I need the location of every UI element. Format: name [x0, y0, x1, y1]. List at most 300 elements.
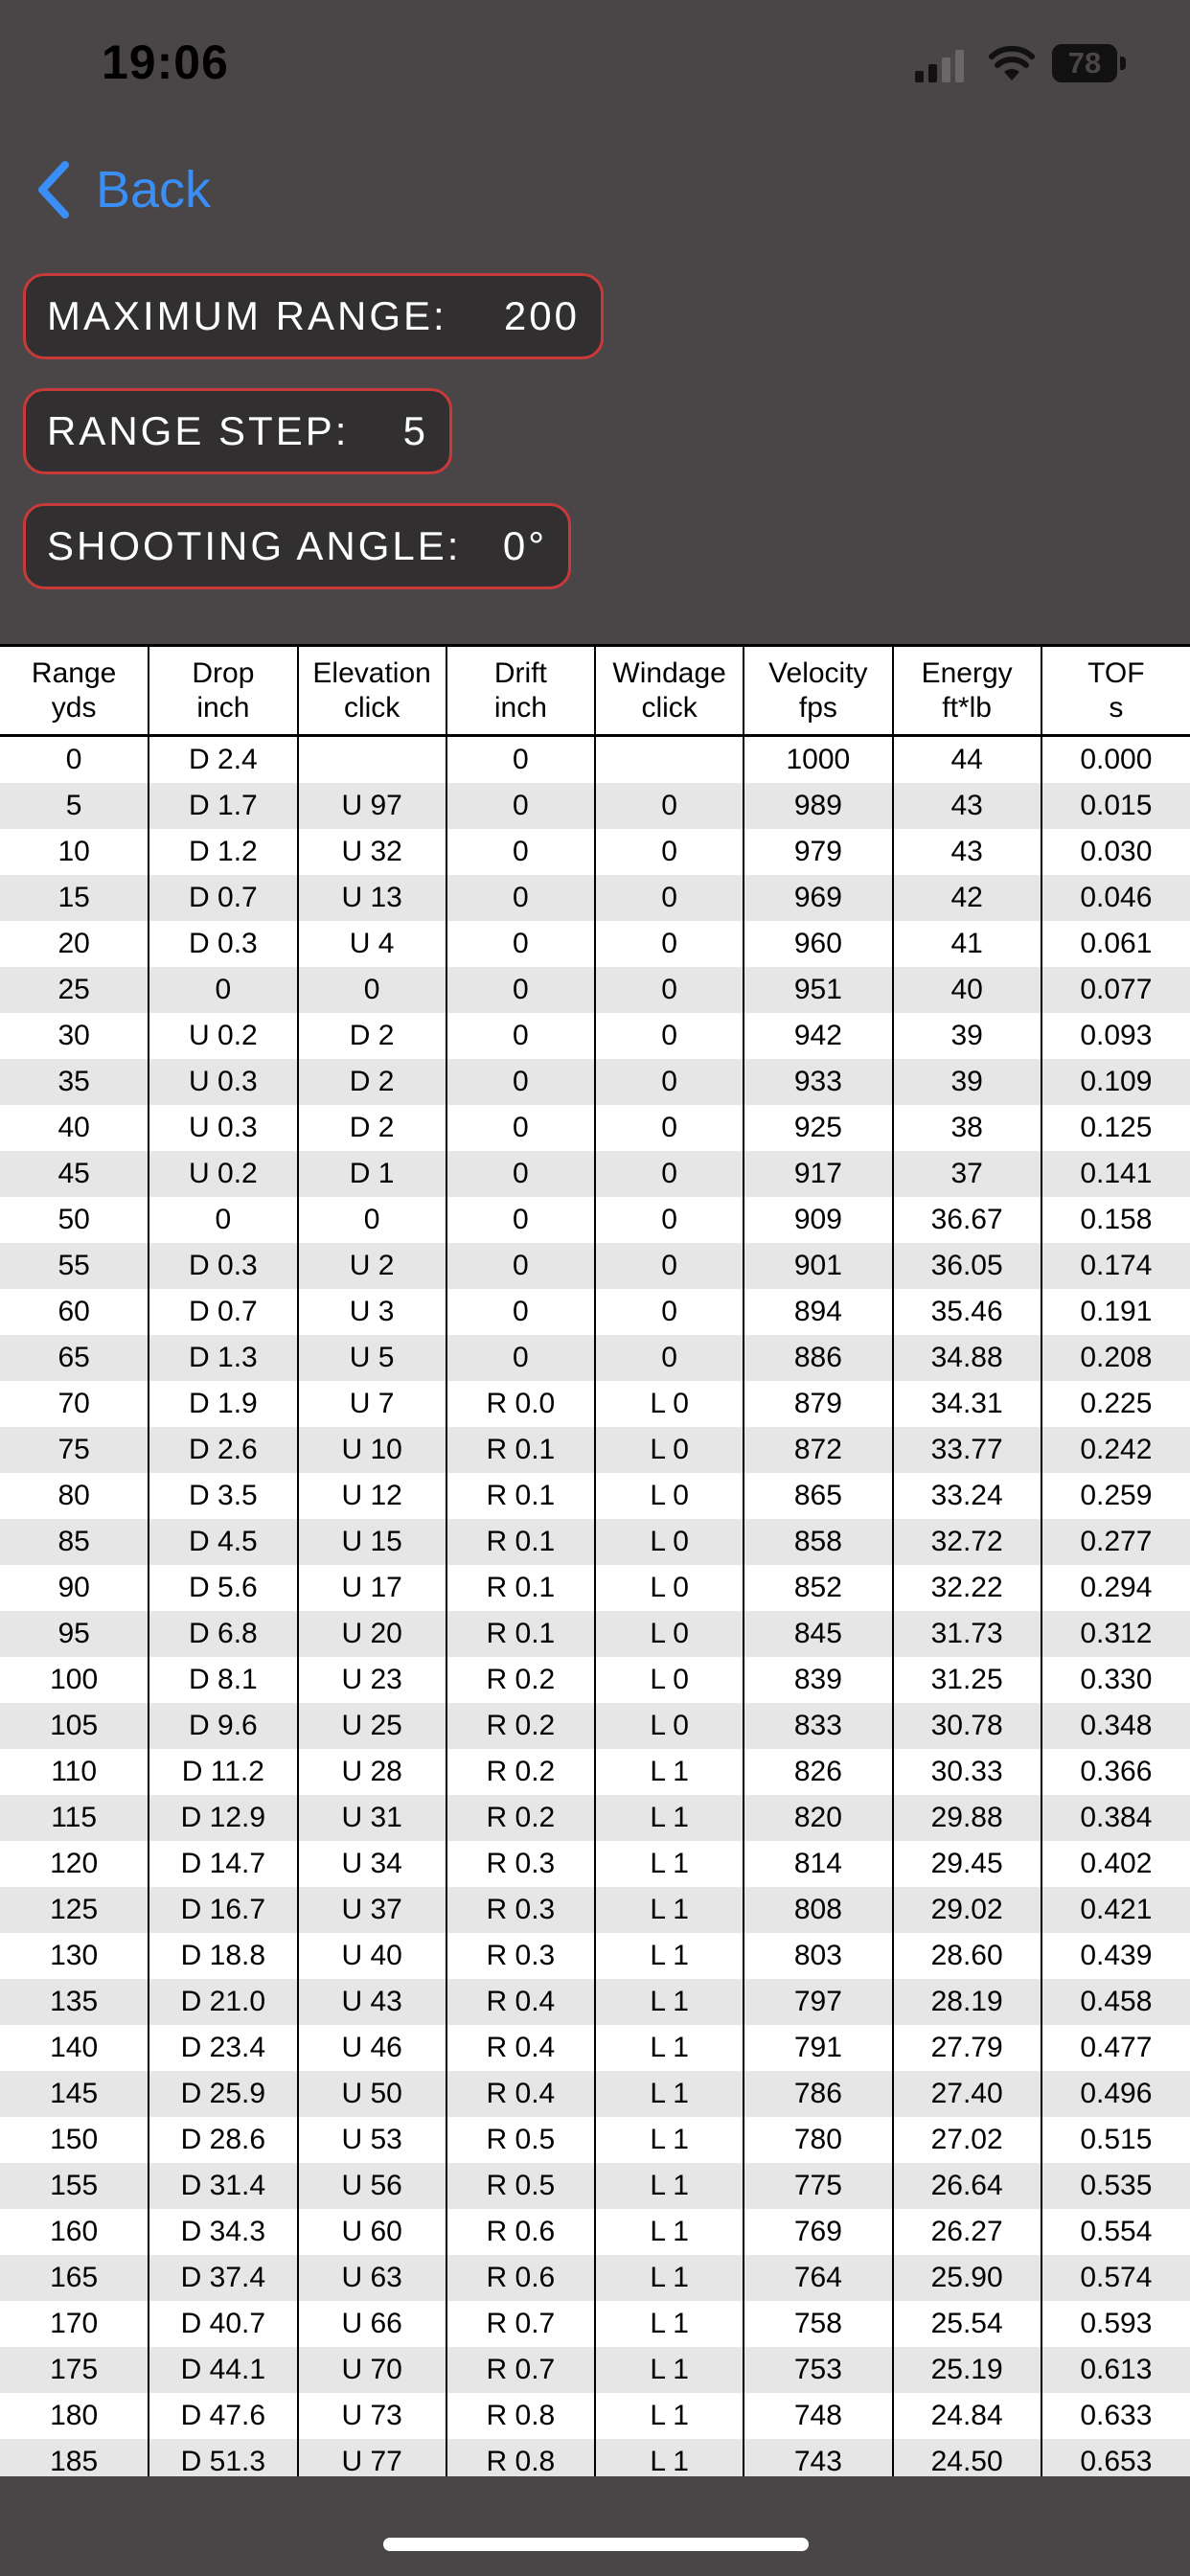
table-cell: 27.79 [893, 2025, 1041, 2071]
table-cell: U 5 [298, 1335, 446, 1381]
table-cell: L 0 [595, 1519, 744, 1565]
table-cell: 0 [446, 1151, 595, 1197]
table-cell: 0 [595, 967, 744, 1013]
table-cell: D 1 [298, 1151, 446, 1197]
table-cell: 31.73 [893, 1611, 1041, 1657]
maximum-range-label: MAXIMUM RANGE: [47, 293, 447, 338]
table-cell: U 53 [298, 2117, 446, 2163]
table-cell: 0.208 [1041, 1335, 1190, 1381]
table-cell: D 31.4 [149, 2163, 297, 2209]
table-cell: 75 [0, 1427, 149, 1473]
table-row [0, 1243, 1190, 1289]
table-cell: D 25.9 [149, 2071, 297, 2117]
table-cell: 894 [744, 1289, 892, 1335]
table-cell: 0 [595, 1059, 744, 1105]
table-cell: R 0.1 [446, 1519, 595, 1565]
table-cell: 115 [0, 1795, 149, 1841]
table-row [0, 1427, 1190, 1473]
table-cell: R 0.2 [446, 1657, 595, 1703]
table-cell: 0.348 [1041, 1703, 1190, 1749]
table-cell: U 7 [298, 1381, 446, 1427]
table-row [0, 1795, 1190, 1841]
column-header [446, 646, 595, 736]
table-cell: 39 [893, 1059, 1041, 1105]
table-cell: U 73 [298, 2393, 446, 2439]
table-cell: R 0.2 [446, 1795, 595, 1841]
table-cell: 0 [595, 1243, 744, 1289]
table-cell: 803 [744, 1933, 892, 1979]
table-cell: R 0.7 [446, 2347, 595, 2393]
table-cell: R 0.1 [446, 1473, 595, 1519]
table-cell: 43 [893, 783, 1041, 829]
table-cell: 769 [744, 2209, 892, 2255]
table-cell: 33.24 [893, 1473, 1041, 1519]
table-cell: R 0.5 [446, 2163, 595, 2209]
range-step-setting[interactable] [23, 388, 452, 474]
table-cell: 969 [744, 875, 892, 921]
table-cell: L 0 [595, 1657, 744, 1703]
table-cell: D 2 [298, 1059, 446, 1105]
table-cell: 0.125 [1041, 1105, 1190, 1151]
table-cell: 786 [744, 2071, 892, 2117]
table-cell: R 0.4 [446, 2071, 595, 2117]
range-step-label: RANGE STEP: [47, 408, 350, 453]
ballistic-table-container[interactable] [0, 644, 1190, 2476]
shooting-angle-value: 0° [502, 523, 547, 568]
table-cell [298, 736, 446, 784]
table-cell: 0 [149, 967, 297, 1013]
table-cell: 26.64 [893, 2163, 1041, 2209]
table-cell: D 1.2 [149, 829, 297, 875]
status-bar [0, 0, 1190, 129]
table-cell: 29.88 [893, 1795, 1041, 1841]
table-cell: R 0.1 [446, 1427, 595, 1473]
cellular-signal-icon [915, 50, 965, 82]
table-cell: L 0 [595, 1381, 744, 1427]
shooting-angle-label: SHOOTING ANGLE: [47, 523, 462, 568]
table-cell: 35 [0, 1059, 149, 1105]
table-cell: 0.366 [1041, 1749, 1190, 1795]
table-cell: L 1 [595, 2209, 744, 2255]
table-cell: L 1 [595, 2393, 744, 2439]
ballistic-table [0, 644, 1190, 2476]
table-cell: D 3.5 [149, 1473, 297, 1519]
column-header-unit: fps [798, 691, 837, 724]
table-cell: 0.421 [1041, 1887, 1190, 1933]
table-cell: 30.33 [893, 1749, 1041, 1795]
table-row [0, 1657, 1190, 1703]
column-header-title: Windage [612, 656, 726, 689]
table-cell: 852 [744, 1565, 892, 1611]
table-cell: D 12.9 [149, 1795, 297, 1841]
table-cell: 0.496 [1041, 2071, 1190, 2117]
table-cell: L 1 [595, 2347, 744, 2393]
table-cell: L 1 [595, 2255, 744, 2301]
table-cell: 25.54 [893, 2301, 1041, 2347]
table-cell: 775 [744, 2163, 892, 2209]
table-cell: 24.50 [893, 2439, 1041, 2476]
column-header [149, 646, 297, 736]
table-cell: 0 [595, 1151, 744, 1197]
table-cell: 791 [744, 2025, 892, 2071]
table-cell: 0.613 [1041, 2347, 1190, 2393]
table-cell: 758 [744, 2301, 892, 2347]
table-cell: 0.046 [1041, 875, 1190, 921]
table-cell: 42 [893, 875, 1041, 921]
table-cell: 34.31 [893, 1381, 1041, 1427]
table-cell: 0.554 [1041, 2209, 1190, 2255]
table-row [0, 2025, 1190, 2071]
table-cell: 0.015 [1041, 783, 1190, 829]
table-cell: 0.535 [1041, 2163, 1190, 2209]
table-cell: R 0.6 [446, 2255, 595, 2301]
table-cell: U 0.2 [149, 1013, 297, 1059]
chevron-left-icon [34, 159, 73, 220]
table-cell: D 21.0 [149, 1979, 297, 2025]
column-header-unit: ft*lb [942, 691, 992, 724]
table-cell: U 12 [298, 1473, 446, 1519]
table-cell: 872 [744, 1427, 892, 1473]
table-cell: 44 [893, 736, 1041, 784]
table-cell: 833 [744, 1703, 892, 1749]
table-cell: 155 [0, 2163, 149, 2209]
table-cell: 45 [0, 1151, 149, 1197]
table-cell: 0 [446, 1243, 595, 1289]
table-cell: U 20 [298, 1611, 446, 1657]
table-row [0, 1933, 1190, 1979]
table-cell: U 23 [298, 1657, 446, 1703]
table-row [0, 783, 1190, 829]
table-cell: 160 [0, 2209, 149, 2255]
table-cell: 960 [744, 921, 892, 967]
battery-level: 78 [1067, 46, 1102, 80]
table-cell: 37 [893, 1151, 1041, 1197]
table-cell: 845 [744, 1611, 892, 1657]
table-cell: L 0 [595, 1703, 744, 1749]
table-row [0, 1289, 1190, 1335]
table-row [0, 736, 1190, 784]
table-cell: R 0.5 [446, 2117, 595, 2163]
table-cell: R 0.1 [446, 1611, 595, 1657]
table-cell: 865 [744, 1473, 892, 1519]
table-cell: D 2 [298, 1105, 446, 1151]
table-cell: L 1 [595, 1795, 744, 1841]
maximum-range-value: 200 [503, 293, 580, 338]
table-row [0, 2393, 1190, 2439]
table-row [0, 1703, 1190, 1749]
table-cell: 31.25 [893, 1657, 1041, 1703]
table-cell: 0.477 [1041, 2025, 1190, 2071]
table-cell: 0 [446, 1013, 595, 1059]
table-cell: 0.000 [1041, 736, 1190, 784]
table-cell: D 47.6 [149, 2393, 297, 2439]
table-cell: 979 [744, 829, 892, 875]
table-cell: L 1 [595, 2301, 744, 2347]
column-header [298, 646, 446, 736]
table-cell: 858 [744, 1519, 892, 1565]
table-cell: 0.515 [1041, 2117, 1190, 2163]
table-cell: U 3 [298, 1289, 446, 1335]
table-cell: 95 [0, 1611, 149, 1657]
table-cell: 135 [0, 1979, 149, 2025]
table-cell: U 15 [298, 1519, 446, 1565]
table-cell: D 0.7 [149, 1289, 297, 1335]
table-cell: U 37 [298, 1887, 446, 1933]
table-cell: R 0.3 [446, 1887, 595, 1933]
table-cell: 38 [893, 1105, 1041, 1151]
table-cell: D 18.8 [149, 1933, 297, 1979]
table-row [0, 921, 1190, 967]
table-cell: D 8.1 [149, 1657, 297, 1703]
table-cell: 90 [0, 1565, 149, 1611]
table-cell: U 63 [298, 2255, 446, 2301]
table-row [0, 1059, 1190, 1105]
table-cell: R 0.2 [446, 1703, 595, 1749]
table-cell: 30.78 [893, 1703, 1041, 1749]
table-cell: D 2.6 [149, 1427, 297, 1473]
table-cell: 55 [0, 1243, 149, 1289]
table-cell: R 0.0 [446, 1381, 595, 1427]
table-cell: 28.19 [893, 1979, 1041, 2025]
table-cell: 0 [446, 829, 595, 875]
table-cell: 989 [744, 783, 892, 829]
table-cell: 150 [0, 2117, 149, 2163]
table-cell: 0.158 [1041, 1197, 1190, 1243]
table-body [0, 736, 1190, 2477]
table-cell: L 1 [595, 1933, 744, 1979]
table-cell: 25.90 [893, 2255, 1041, 2301]
table-cell: D 0.3 [149, 1243, 297, 1289]
table-cell: U 43 [298, 1979, 446, 2025]
table-cell: 0 [446, 1105, 595, 1151]
column-header-unit: click [343, 691, 400, 724]
table-cell: U 60 [298, 2209, 446, 2255]
table-row [0, 1151, 1190, 1197]
table-cell: L 1 [595, 2071, 744, 2117]
column-header-unit: click [641, 691, 698, 724]
table-cell: 808 [744, 1887, 892, 1933]
table-cell: L 1 [595, 2117, 744, 2163]
table-cell: 780 [744, 2117, 892, 2163]
table-cell: L 1 [595, 1749, 744, 1795]
table-row [0, 1473, 1190, 1519]
table-cell: 80 [0, 1473, 149, 1519]
table-cell: 0 [595, 1013, 744, 1059]
table-cell: 35.46 [893, 1289, 1041, 1335]
table-cell: R 0.4 [446, 2025, 595, 2071]
table-cell: 753 [744, 2347, 892, 2393]
table-cell: U 0.3 [149, 1059, 297, 1105]
table-cell: 29.45 [893, 1841, 1041, 1887]
table-cell: 100 [0, 1657, 149, 1703]
table-cell: 0.330 [1041, 1657, 1190, 1703]
table-cell: 36.67 [893, 1197, 1041, 1243]
maximum-range-setting[interactable] [23, 273, 604, 359]
table-cell: D 6.8 [149, 1611, 297, 1657]
table-cell: 951 [744, 967, 892, 1013]
column-header-unit: s [1109, 691, 1124, 724]
table-cell: D 2.4 [149, 736, 297, 784]
table-cell: R 0.3 [446, 1841, 595, 1887]
table-cell: 0.191 [1041, 1289, 1190, 1335]
table-cell: 0 [446, 736, 595, 784]
table-cell: 0 [446, 1289, 595, 1335]
table-row [0, 2071, 1190, 2117]
table-cell: D 4.5 [149, 1519, 297, 1565]
table-cell: 15 [0, 875, 149, 921]
table-cell: L 1 [595, 1887, 744, 1933]
wifi-icon [989, 46, 1035, 82]
table-row [0, 1105, 1190, 1151]
table-cell: 0.174 [1041, 1243, 1190, 1289]
table-cell: 0.312 [1041, 1611, 1190, 1657]
table-cell: 125 [0, 1887, 149, 1933]
table-cell: 34.88 [893, 1335, 1041, 1381]
table-cell: 0 [298, 967, 446, 1013]
table-cell: L 1 [595, 2025, 744, 2071]
table-row [0, 2209, 1190, 2255]
table-cell: 0 [446, 921, 595, 967]
table-row [0, 1519, 1190, 1565]
table-cell: U 97 [298, 783, 446, 829]
column-header [744, 646, 892, 736]
table-cell: 28.60 [893, 1933, 1041, 1979]
table-cell: U 46 [298, 2025, 446, 2071]
table-cell: 130 [0, 1933, 149, 1979]
table-cell: 0 [446, 875, 595, 921]
column-header-unit: inch [196, 691, 250, 724]
table-cell: D 34.3 [149, 2209, 297, 2255]
table-cell: 748 [744, 2393, 892, 2439]
table-cell: D 0.7 [149, 875, 297, 921]
column-header-unit: yds [51, 691, 97, 724]
table-cell: 0 [595, 921, 744, 967]
table-cell: L 1 [595, 1841, 744, 1887]
table-cell: 0 [446, 967, 595, 1013]
table-cell: L 0 [595, 1611, 744, 1657]
table-cell: 0 [0, 736, 149, 784]
table-cell: D 37.4 [149, 2255, 297, 2301]
table-cell: R 0.4 [446, 1979, 595, 2025]
table-cell: 0.402 [1041, 1841, 1190, 1887]
table-cell: 839 [744, 1657, 892, 1703]
table-cell: L 1 [595, 2163, 744, 2209]
table-cell: 175 [0, 2347, 149, 2393]
table-cell: R 0.6 [446, 2209, 595, 2255]
table-cell: U 50 [298, 2071, 446, 2117]
table-cell: U 34 [298, 1841, 446, 1887]
table-cell: 0 [595, 1289, 744, 1335]
table-cell: D 2 [298, 1013, 446, 1059]
range-step-value: 5 [402, 408, 428, 453]
table-row [0, 2163, 1190, 2209]
table-row [0, 875, 1190, 921]
table-cell: L 1 [595, 2439, 744, 2476]
table-cell: U 31 [298, 1795, 446, 1841]
table-cell: 0.109 [1041, 1059, 1190, 1105]
table-cell: 0 [595, 1105, 744, 1151]
column-header [893, 646, 1041, 736]
table-cell: U 32 [298, 829, 446, 875]
shooting-angle-setting[interactable] [23, 503, 571, 589]
table-cell: 743 [744, 2439, 892, 2476]
table-cell: 1000 [744, 736, 892, 784]
table-cell: 0.141 [1041, 1151, 1190, 1197]
table-cell: 27.40 [893, 2071, 1041, 2117]
table-cell: 120 [0, 1841, 149, 1887]
table-cell: 36.05 [893, 1243, 1041, 1289]
table-cell: D 23.4 [149, 2025, 297, 2071]
table-cell: L 0 [595, 1565, 744, 1611]
table-cell: L 0 [595, 1473, 744, 1519]
table-row [0, 1749, 1190, 1795]
table-cell: U 66 [298, 2301, 446, 2347]
table-cell: D 40.7 [149, 2301, 297, 2347]
table-cell: 20 [0, 921, 149, 967]
table-cell: L 0 [595, 1427, 744, 1473]
table-cell: U 0.3 [149, 1105, 297, 1151]
table-cell: 886 [744, 1335, 892, 1381]
status-time: 19:06 [102, 35, 229, 89]
back-button[interactable] [34, 153, 211, 226]
table-row [0, 2347, 1190, 2393]
table-cell: 933 [744, 1059, 892, 1105]
table-cell: D 11.2 [149, 1749, 297, 1795]
table-cell: 65 [0, 1335, 149, 1381]
table-cell: U 77 [298, 2439, 446, 2476]
table-cell: U 25 [298, 1703, 446, 1749]
table-cell: 0.093 [1041, 1013, 1190, 1059]
column-header-title: Drift [493, 656, 547, 689]
table-cell: U 10 [298, 1427, 446, 1473]
table-cell: D 1.7 [149, 783, 297, 829]
table-cell: 43 [893, 829, 1041, 875]
table-cell: 909 [744, 1197, 892, 1243]
table-cell: D 1.3 [149, 1335, 297, 1381]
table-cell: 29.02 [893, 1887, 1041, 1933]
table-cell: 140 [0, 2025, 149, 2071]
table-cell: 32.72 [893, 1519, 1041, 1565]
column-header-unit: inch [493, 691, 547, 724]
table-cell: U 40 [298, 1933, 446, 1979]
table-cell: 0 [595, 1335, 744, 1381]
table-cell: D 44.1 [149, 2347, 297, 2393]
table-row [0, 1381, 1190, 1427]
table-cell: R 0.3 [446, 1933, 595, 1979]
table-row [0, 967, 1190, 1013]
back-label: Back [96, 161, 212, 218]
table-row [0, 2301, 1190, 2347]
table-cell: 0.225 [1041, 1381, 1190, 1427]
table-cell: 797 [744, 1979, 892, 2025]
table-cell: U 4 [298, 921, 446, 967]
table-cell: 901 [744, 1243, 892, 1289]
table-cell: 0.384 [1041, 1795, 1190, 1841]
column-header-title: Velocity [768, 656, 868, 689]
table-cell: 0.653 [1041, 2439, 1190, 2476]
table-cell: D 1.9 [149, 1381, 297, 1427]
column-header [0, 646, 149, 736]
table-row [0, 2439, 1190, 2476]
table-cell: 0 [595, 829, 744, 875]
table-row [0, 829, 1190, 875]
table-cell: 0 [446, 783, 595, 829]
table-cell: 0.294 [1041, 1565, 1190, 1611]
table-cell: R 0.2 [446, 1749, 595, 1795]
table-row [0, 1013, 1190, 1059]
table-cell: 0.242 [1041, 1427, 1190, 1473]
column-header-title: Elevation [312, 656, 431, 689]
